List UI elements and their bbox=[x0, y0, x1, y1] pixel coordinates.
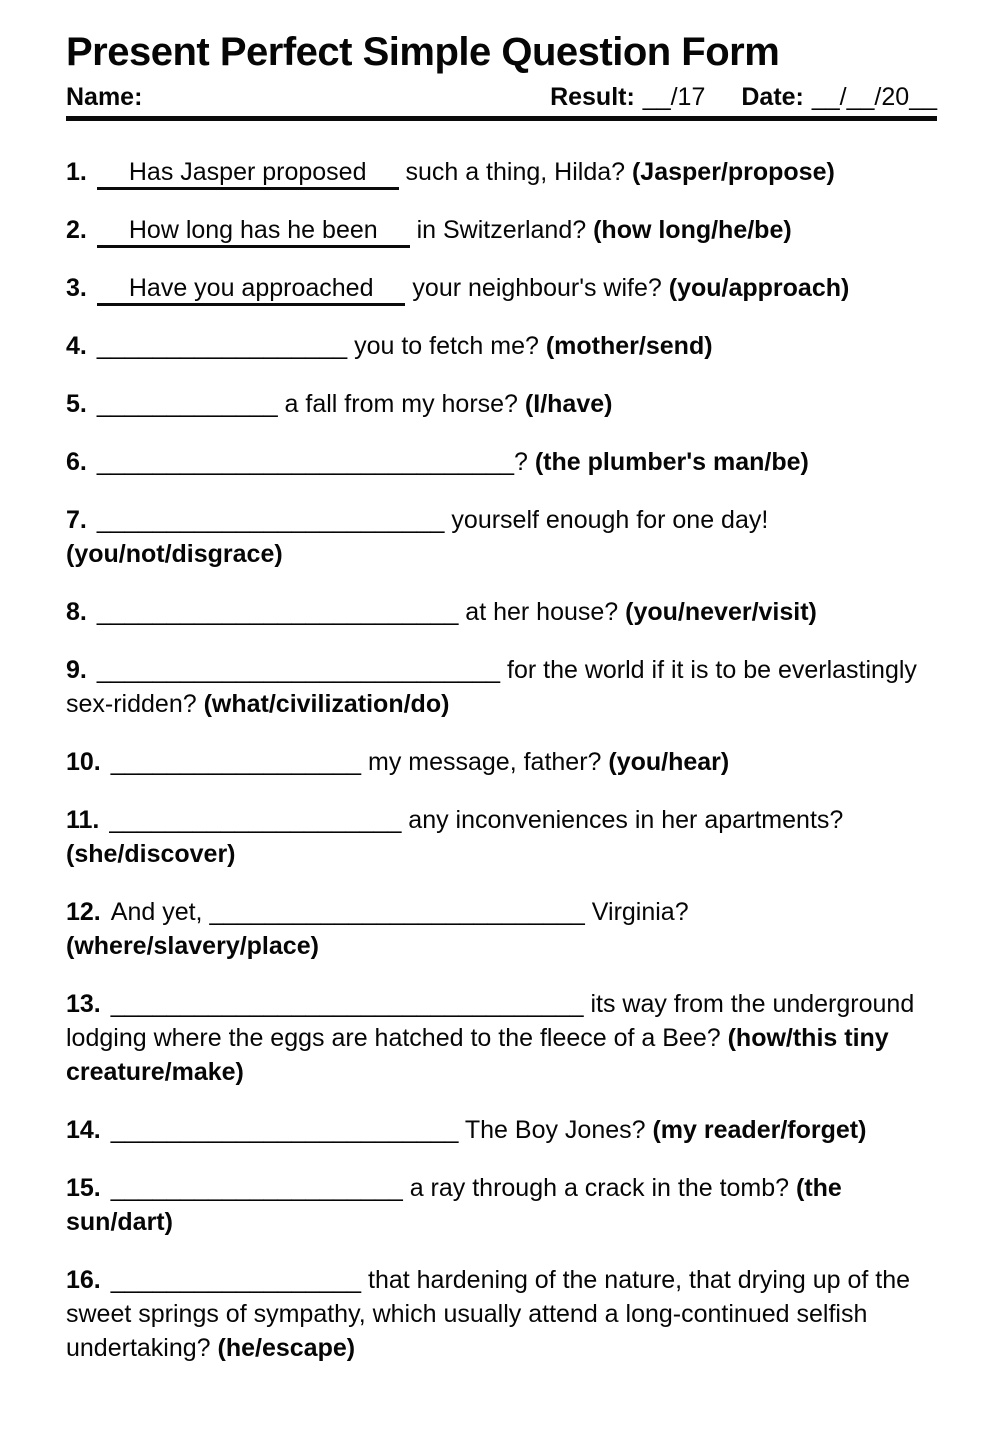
question-number: 2. bbox=[66, 216, 87, 244]
question-number: 8. bbox=[66, 598, 87, 626]
question-number: 12. bbox=[66, 898, 101, 926]
answer-blank-line: __________________________________ bbox=[110, 990, 584, 1018]
question-number: 4. bbox=[66, 332, 87, 360]
answer-blank-line: _____________________ bbox=[110, 1174, 403, 1202]
question-text: Virginia? bbox=[584, 898, 689, 926]
header-row bbox=[66, 80, 937, 114]
question-list bbox=[66, 155, 937, 1365]
question-number: 7. bbox=[66, 506, 87, 534]
question-number: 3. bbox=[66, 274, 87, 302]
question-hint: (the sun/dart) bbox=[66, 1174, 842, 1236]
question-item bbox=[66, 271, 937, 305]
question-number: 16. bbox=[66, 1266, 101, 1294]
question-number: 11. bbox=[66, 806, 100, 834]
question-hint: (you/approach) bbox=[668, 274, 850, 302]
answer-blank-line: _____________________________ bbox=[96, 656, 501, 684]
question-hint: (how long/he/be) bbox=[593, 216, 792, 244]
question-item bbox=[66, 387, 937, 421]
question-hint: (he/escape) bbox=[217, 1334, 356, 1362]
date-field bbox=[741, 80, 937, 114]
question-item bbox=[66, 653, 937, 721]
question-item bbox=[66, 503, 937, 571]
filled-answer-line bbox=[97, 216, 410, 248]
question-hint: (you/hear) bbox=[608, 748, 730, 776]
question-item bbox=[66, 895, 937, 963]
question-hint: (she/discover) bbox=[66, 840, 236, 868]
header-right-group bbox=[550, 80, 937, 114]
question-text: a fall from my horse? bbox=[277, 390, 525, 418]
question-item bbox=[66, 803, 937, 871]
question-hint: (how/this tiny creature/make) bbox=[66, 1024, 889, 1086]
question-number: 15. bbox=[66, 1174, 101, 1202]
question-hint: (mother/send) bbox=[545, 332, 713, 360]
question-item bbox=[66, 329, 937, 363]
filled-answer-line bbox=[97, 274, 406, 306]
question-text: its way from the underground lodging where the eggs are hatched to the fleece of a Bee? bbox=[66, 990, 915, 1052]
question-answer: Have you approached bbox=[128, 274, 374, 302]
question-item bbox=[66, 595, 937, 629]
question-item bbox=[66, 745, 937, 779]
question-hint: (I/have) bbox=[524, 390, 613, 418]
page-title: Present Perfect Simple Question Form bbox=[66, 30, 780, 74]
result-value: __/17 bbox=[642, 83, 706, 111]
answer-blank-line: __________________ bbox=[110, 748, 362, 776]
question-text: your neighbour's wife? bbox=[405, 274, 669, 302]
question-number: 10. bbox=[66, 748, 101, 776]
question-item bbox=[66, 213, 937, 247]
result-label: Result: bbox=[550, 83, 635, 111]
answer-blank-line: __________________________ bbox=[96, 598, 459, 626]
question-number: 1. bbox=[66, 158, 87, 186]
question-number: 5. bbox=[66, 390, 87, 418]
question-hint: (the plumber's man/be) bbox=[534, 448, 809, 476]
question-hint: (Jasper/propose) bbox=[631, 158, 835, 186]
answer-blank-line: _________________________ bbox=[96, 506, 445, 534]
question-item bbox=[66, 1171, 937, 1239]
question-answer: How long has he been bbox=[128, 216, 378, 244]
question-text: The Boy Jones? bbox=[458, 1116, 653, 1144]
question-item bbox=[66, 987, 937, 1089]
question-text: a ray through a crack in the tomb? bbox=[402, 1174, 797, 1202]
question-text: in Switzerland? bbox=[409, 216, 594, 244]
answer-blank-line: _____________ bbox=[96, 390, 278, 418]
answer-blank-line: _____________________ bbox=[109, 806, 402, 834]
question-item bbox=[66, 1113, 937, 1147]
question-text: yourself enough for one day! bbox=[444, 506, 769, 534]
question-hint: (my reader/forget) bbox=[652, 1116, 867, 1144]
question-item bbox=[66, 155, 937, 189]
date-label: Date: bbox=[741, 83, 804, 111]
question-text: you to fetch me? bbox=[347, 332, 546, 360]
question-text: ? bbox=[513, 448, 535, 476]
question-number: 9. bbox=[66, 656, 87, 684]
answer-blank-line: __________________ bbox=[110, 1266, 362, 1294]
question-text: at her house? bbox=[458, 598, 626, 626]
question-hint: (you/never/visit) bbox=[625, 598, 817, 626]
question-hint: (where/slavery/place) bbox=[66, 932, 319, 960]
question-hint: (you/not/disgrace) bbox=[66, 540, 283, 568]
answer-blank-line: _________________________ bbox=[110, 1116, 459, 1144]
question-number: 14. bbox=[66, 1116, 101, 1144]
question-text: such a thing, Hilda? bbox=[398, 158, 632, 186]
date-value: __/__/20__ bbox=[811, 83, 937, 111]
result-field bbox=[550, 80, 705, 114]
answer-blank-line: __________________ bbox=[96, 332, 348, 360]
question-answer: Has Jasper proposed bbox=[128, 158, 367, 186]
question-pretext: And yet, bbox=[110, 898, 210, 926]
question-text: that hardening of the nature, that drying up of the sweet springs of sympathy, which usually attend a long-continued selfish undertaking? bbox=[66, 1266, 911, 1362]
question-text: my message, father? bbox=[361, 748, 609, 776]
question-hint: (what/civilization/do) bbox=[203, 690, 450, 718]
question-number: 6. bbox=[66, 448, 87, 476]
question-number: 13. bbox=[66, 990, 101, 1018]
answer-blank-line: ___________________________ bbox=[209, 898, 585, 926]
question-text: any inconveniences in her apartments? bbox=[401, 806, 844, 834]
answer-blank-line: ______________________________ bbox=[96, 448, 514, 476]
header-divider bbox=[66, 116, 937, 121]
name-label: Name: bbox=[66, 83, 143, 111]
question-text: for the world if it is to be everlastingly sex-ridden? bbox=[66, 656, 917, 718]
question-item bbox=[66, 1263, 937, 1365]
question-item bbox=[66, 445, 937, 479]
filled-answer-line bbox=[97, 158, 399, 190]
